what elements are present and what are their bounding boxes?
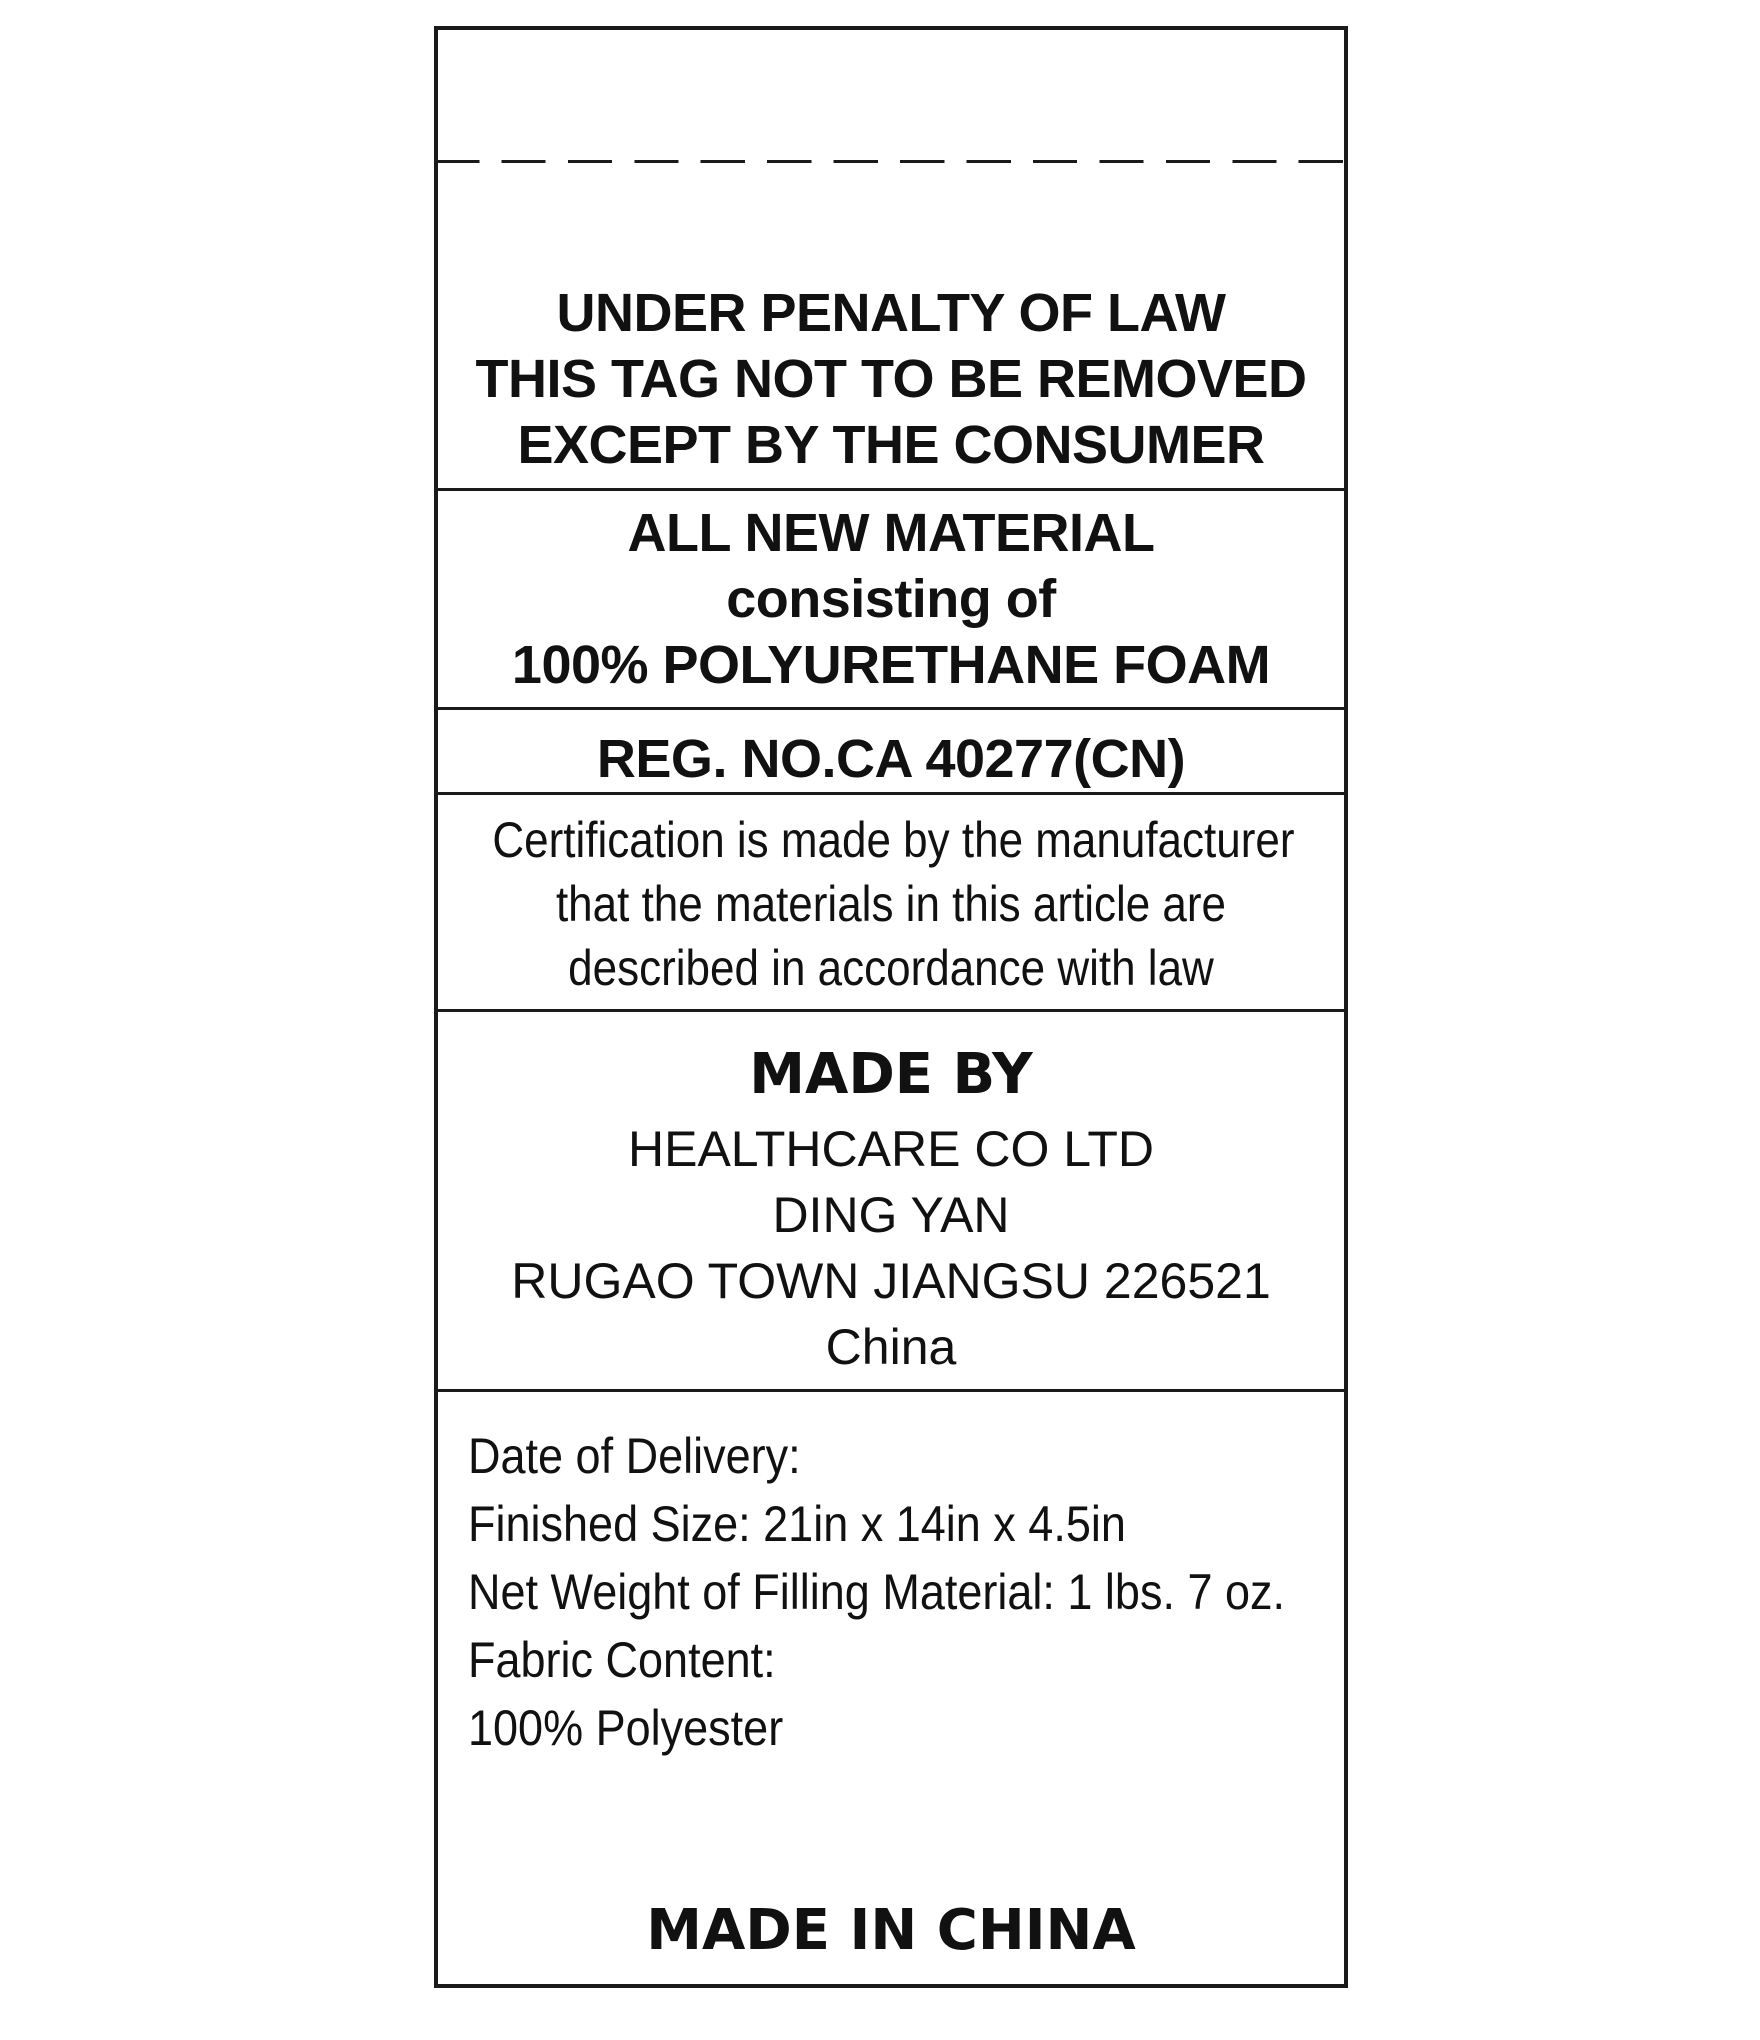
material-section	[438, 500, 1344, 700]
manufacturer-section	[438, 1040, 1344, 1390]
manufacturer-line: DING YAN	[772, 1187, 1010, 1243]
detail-line: 100% Polyester	[468, 1700, 784, 1756]
manufacturer-line: RUGAO TOWN JIANGSU 226521	[511, 1253, 1271, 1309]
material-line: consisting of	[726, 569, 1056, 629]
details-section	[438, 1422, 1344, 1772]
certification-section	[492, 808, 1295, 1008]
manufacturer-line: HEALTHCARE CO LTD	[627, 1121, 1154, 1177]
detail-line: Fabric Content:	[468, 1632, 776, 1688]
detail-line: Finished Size: 21in x 14in x 4.5in	[468, 1496, 1126, 1552]
law-label-tag	[434, 26, 1348, 1988]
certification-line: described in accordance with law	[568, 940, 1214, 996]
section-divider	[438, 488, 1344, 491]
made-by-heading: MADE BY	[749, 1042, 1033, 1107]
made-in-label: MADE IN CHINA	[646, 1898, 1136, 1963]
material-line: ALL NEW MATERIAL	[627, 503, 1155, 563]
origin-section	[438, 1898, 1344, 1968]
detail-line: Date of Delivery:	[468, 1428, 801, 1484]
section-divider	[438, 1009, 1344, 1012]
certification-line: that the materials in this article are	[555, 876, 1227, 932]
manufacturer-line: China	[825, 1319, 957, 1375]
registration-number: REG. NO.CA 40277(CN)	[596, 729, 1186, 789]
warning-line: UNDER PENALTY OF LAW	[556, 283, 1226, 343]
warning-section	[438, 280, 1344, 480]
registration-section	[438, 726, 1344, 796]
section-divider	[438, 1389, 1344, 1392]
warning-line: THIS TAG NOT TO BE REMOVED	[475, 349, 1307, 409]
detail-line: Net Weight of Filling Material: 1 lbs. 7 oz.	[468, 1564, 1286, 1620]
certification-line: Certification is made by the manufacturer	[492, 812, 1295, 868]
section-divider	[438, 792, 1344, 795]
tear-line-divider	[438, 160, 1344, 163]
section-divider	[438, 707, 1344, 710]
warning-line: EXCEPT BY THE CONSUMER	[517, 415, 1265, 475]
material-line: 100% POLYURETHANE FOAM	[511, 635, 1271, 695]
